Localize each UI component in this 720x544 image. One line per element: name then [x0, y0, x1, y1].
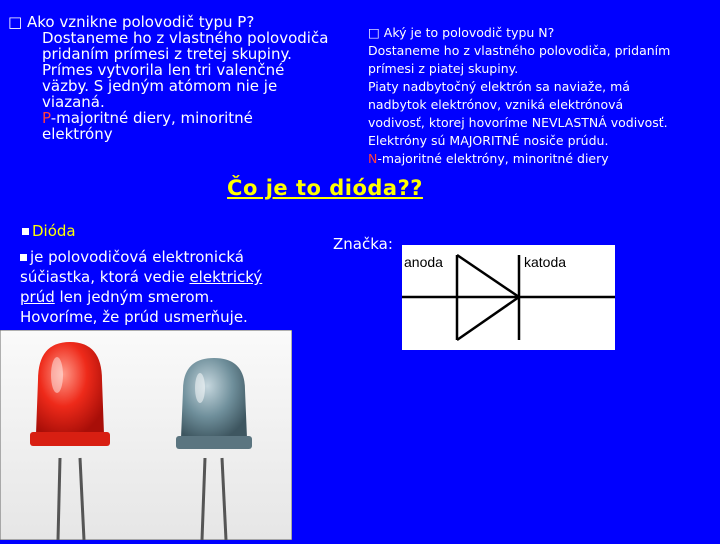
elektricky-prud-link[interactable]: elektrický prúd [20, 268, 263, 306]
n-type-line: prímesi z piatej skupiny. [368, 61, 519, 76]
p-type-majority: P-majoritné diery, minoritné [42, 109, 253, 127]
bullet-icon [22, 228, 29, 235]
p-type-line: väzby. S jedným atómom nie je [42, 77, 278, 95]
diode-symbol-diagram [402, 245, 615, 350]
triangle-top [457, 255, 519, 297]
n-type-line: Piaty nadbytočný elektrón sa naviaže, má [368, 79, 630, 94]
n-type-line: nadbytok elektrónov, vzniká elektrónová [368, 97, 624, 112]
anode-label: anoda [404, 254, 443, 270]
symbol-label: Značka: [333, 235, 393, 253]
dioda-term: Dióda [22, 222, 76, 240]
p-type-line: pridaním prímesi z tretej skupiny. [42, 45, 292, 63]
led-diodes-image [0, 330, 292, 540]
square-placeholder-icon: □ [368, 25, 380, 40]
square-placeholder-icon: □ [8, 13, 23, 31]
n-type-line: Dostaneme ho z vlastného polovodiča, pridaním [368, 43, 671, 58]
n-type-line: Elektróny sú MAJORITNÉ nosiče prúdu. [368, 133, 609, 148]
p-type-body [8, 30, 358, 142]
p-type-line: Prímes vytvorila len tri valenčné [42, 61, 285, 79]
dioda-description: je polovodičová elektronická súčiastka, ktorá vedie elektrický prúd len jedným smerom. Hovoríme, že prúd usmerňuje. [20, 248, 263, 326]
p-type-line: viazaná. [42, 93, 105, 111]
p-type-line: Dostaneme ho z vlastného polovodiča [42, 29, 329, 47]
triangle-bottom [457, 297, 519, 340]
n-type-question: □ Aký je to polovodič typu N? [368, 25, 555, 40]
diode-symbol-svg [402, 245, 615, 350]
page-title: Čo je to dióda?? [227, 176, 423, 200]
p-type-line: elektróny [42, 125, 113, 143]
cathode-label: katoda [524, 254, 567, 270]
n-type-majority: N-majoritné elektróny, minoritné diery [368, 151, 609, 166]
led-photo [0, 330, 292, 540]
p-type-section [8, 14, 358, 142]
p-type-question: □ Ako vznikne polovodič typu P? [8, 13, 255, 31]
n-type-section [368, 24, 720, 168]
bullet-icon [20, 254, 27, 261]
n-type-line: vodivosť, ktorej hovoríme NEVLASTNÁ vodivosť. [368, 115, 668, 130]
